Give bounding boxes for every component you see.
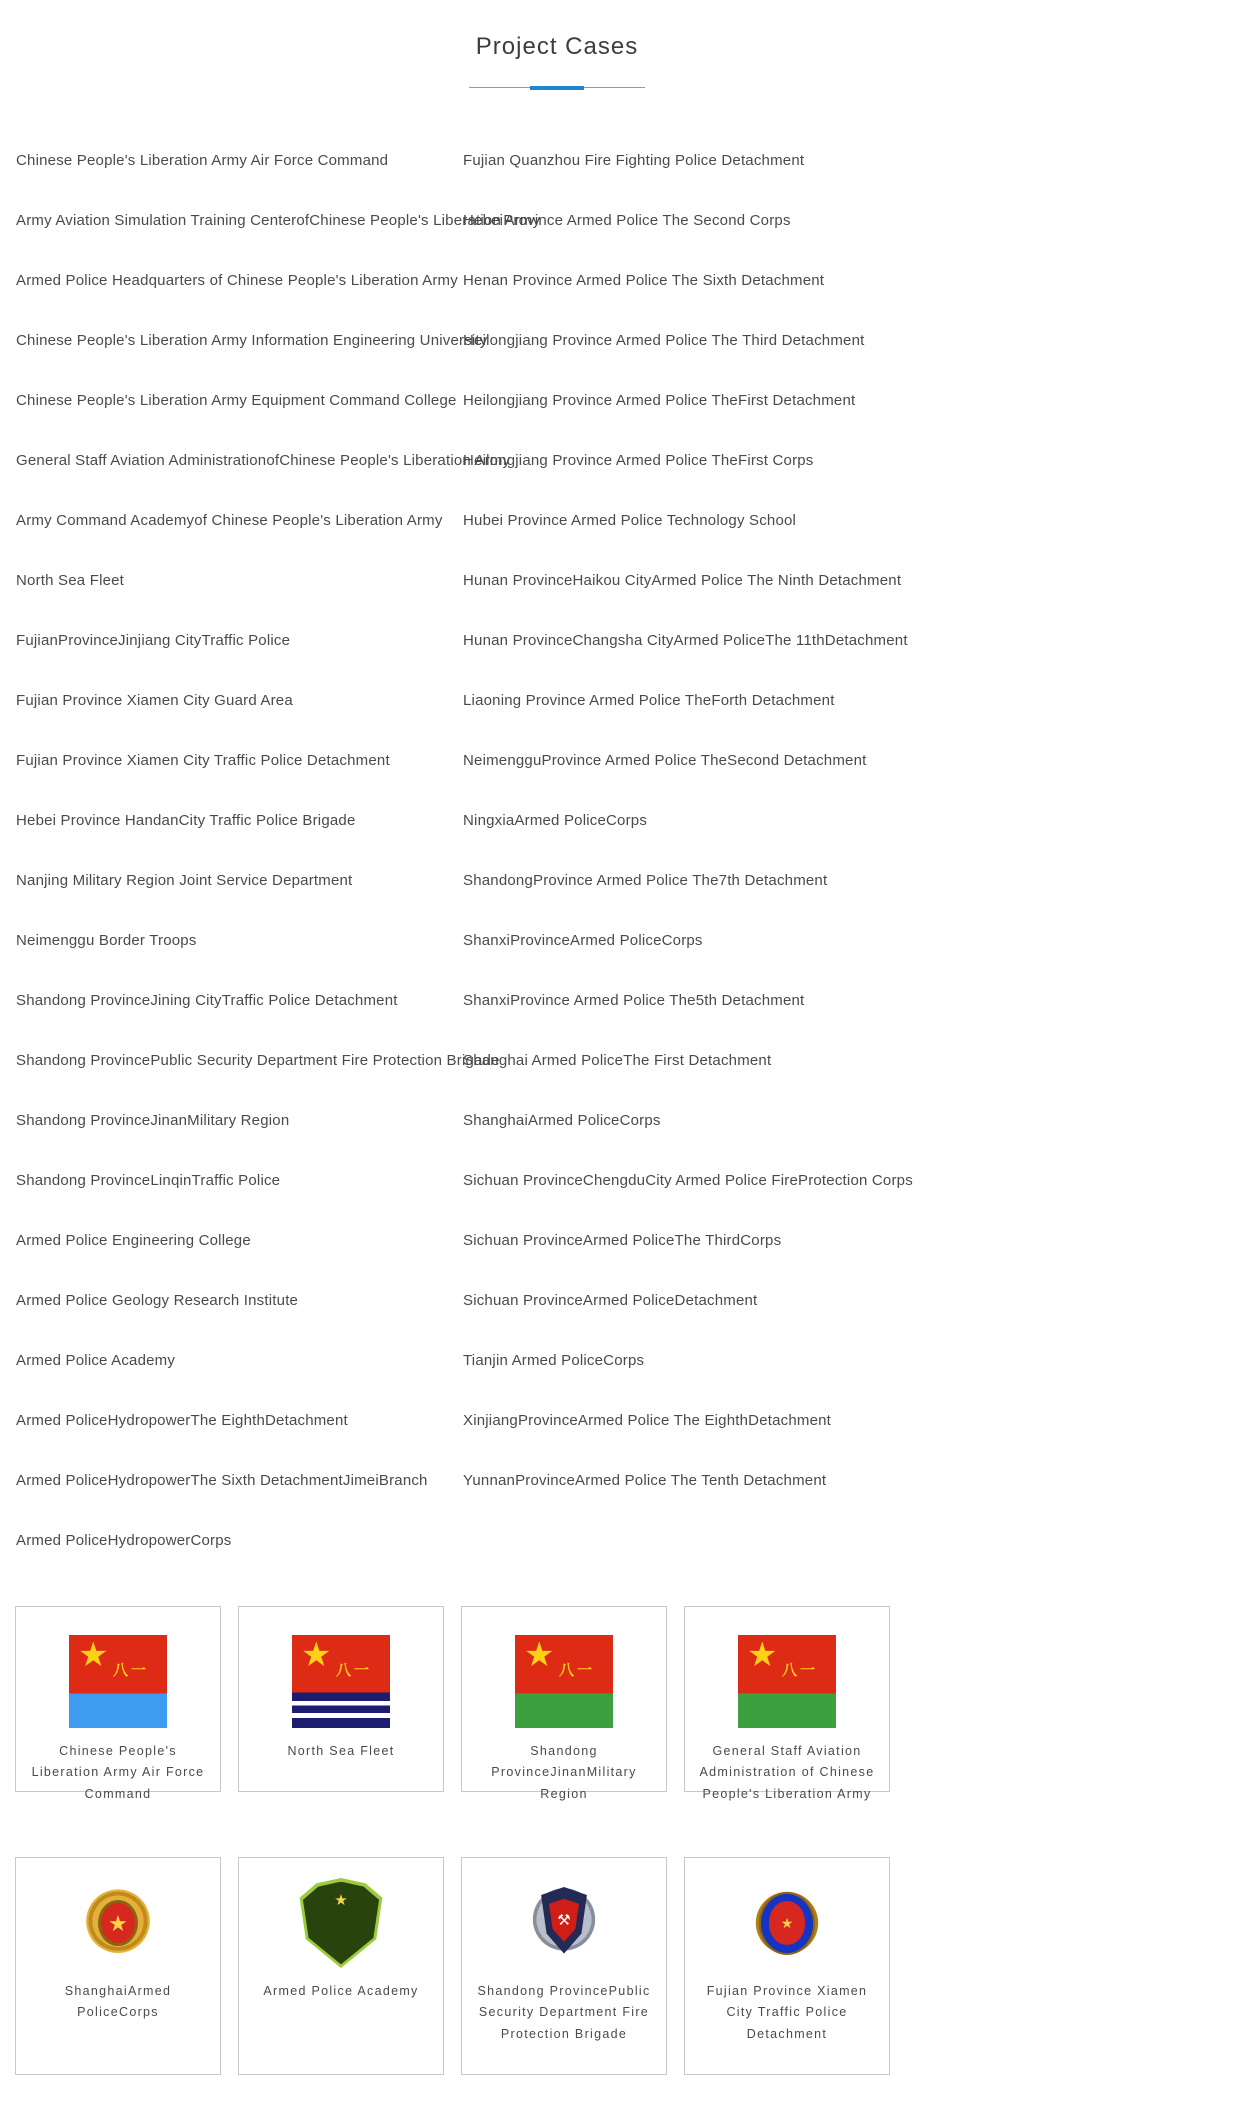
project-list-item [16, 731, 463, 791]
project-list-item [16, 611, 463, 671]
project-list-item-text: Fujian Quanzhou Fire Fighting Police Detachment [463, 152, 805, 169]
project-list-item-text: Armed Police Academy [16, 1352, 176, 1369]
case-card-row-1 [0, 1606, 1114, 1801]
project-list-item-text: Heilongjiang Province Armed Police The Third Detachment [463, 332, 865, 349]
project-list-item-text: Shandong ProvincePublic Security Department Fire Protection Brigade [16, 1052, 500, 1069]
project-list-item [16, 1391, 463, 1451]
project-list-item [16, 971, 463, 1031]
project-list-item-text: YunnanProvinceArmed Police The Tenth Detachment [463, 1472, 827, 1489]
project-list [0, 131, 1114, 1571]
project-list-item [16, 1331, 463, 1391]
project-list-item-text: Chinese People's Liberation Army Air Force Command [16, 152, 389, 169]
project-list-item [16, 191, 541, 251]
project-list-item [463, 251, 1114, 311]
project-list-item-text: Fujian Province Xiamen City Traffic Police Detachment [16, 752, 390, 769]
project-list-item [16, 371, 463, 431]
project-list-item-text: Armed PoliceHydropowerThe Sixth DetachmentJimeiBranch [16, 1472, 428, 1489]
project-list-item-text: Sichuan ProvinceChengduCity Armed Police FireProtection Corps [463, 1172, 913, 1189]
project-list-item [16, 671, 463, 731]
project-list-item [463, 431, 1114, 491]
project-list-item-text: Henan Province Armed Police The Sixth Detachment [463, 272, 825, 289]
project-list-item-text: ShanxiProvinceArmed PoliceCorps [463, 932, 703, 949]
project-list-item-text: FujianProvinceJinjiang CityTraffic Police [16, 632, 291, 649]
project-list-item [16, 1091, 463, 1151]
project-list-item-text: ShanghaiArmed PoliceCorps [463, 1112, 661, 1129]
project-list-item [463, 371, 1114, 431]
project-list-item-text: Chinese People's Liberation Army Information Engineering University [16, 332, 488, 349]
project-list-item-text: Nanjing Military Region Joint Service Department [16, 872, 353, 889]
project-list-item [16, 1511, 463, 1571]
project-list-item-text: Hubei Province Armed Police Technology School [463, 512, 797, 529]
project-list-item-text: Hunan ProvinceHaikou CityArmed Police The Ninth Detachment [463, 572, 902, 589]
project-list-item [463, 1211, 1114, 1271]
project-list-item [463, 851, 1114, 911]
project-list-item-text: Shandong ProvinceLinqinTraffic Police [16, 1172, 281, 1189]
project-list-item [463, 491, 1114, 551]
project-list-item [16, 491, 463, 551]
project-list-item-text: Shandong ProvinceJining CityTraffic Police Detachment [16, 992, 398, 1009]
project-list-item [463, 611, 1114, 671]
case-card-label: Fujian Province Xiamen City Traffic Police Detachment [706, 1984, 868, 2041]
project-list-item-text: General Staff Aviation AdministrationofChinese People's Liberation Army [16, 452, 511, 469]
case-card-label: ShanghaiArmed PoliceCorps [64, 1984, 172, 2020]
project-list-item-text: Armed PoliceHydropowerCorps [16, 1532, 232, 1549]
project-list-item-text: Fujian Province Xiamen City Guard Area [16, 692, 293, 709]
project-list-item [463, 1391, 1114, 1451]
project-list-item-text: Armed PoliceHydropowerThe EighthDetachment [16, 1412, 348, 1429]
project-list-item [16, 1451, 463, 1511]
project-list-item [463, 551, 1114, 611]
case-card[interactable] [684, 1857, 890, 2075]
academy-green-badge-icon [297, 1878, 385, 1968]
case-card[interactable] [15, 1606, 221, 1801]
project-list-item-text: Armed Police Engineering College [16, 1232, 251, 1249]
case-card-label: Shandong ProvinceJinanMilitary Region [491, 1744, 637, 1801]
project-list-item-text: NingxiaArmed PoliceCorps [463, 812, 648, 829]
project-list-item [16, 1271, 463, 1331]
title-underline [469, 85, 645, 91]
project-list-item-text: Chinese People's Liberation Army Equipment Command College [16, 392, 457, 409]
case-card-row-2 [0, 1857, 1114, 2075]
project-list-item-text: Heilongjiang Province Armed Police TheFirst Detachment [463, 392, 856, 409]
project-list-item-text: Tianjin Armed PoliceCorps [463, 1352, 645, 1369]
project-list-item-text: Shanghai Armed PoliceThe First Detachment [463, 1052, 772, 1069]
project-list-item [463, 1271, 1114, 1331]
project-list-item [463, 1091, 1114, 1151]
project-list-item-text: Heilongjiang Province Armed Police TheFirst Corps [463, 452, 814, 469]
case-card[interactable] [238, 1606, 444, 1792]
project-list-item [463, 1031, 1114, 1091]
project-list-item-text: NeimengguProvince Armed Police TheSecond Detachment [463, 752, 867, 769]
title-underline-accent [530, 86, 584, 90]
case-card[interactable] [461, 1606, 667, 1801]
project-list-item-text: Liaoning Province Armed Police TheForth Detachment [463, 692, 835, 709]
project-list-item [16, 1211, 463, 1271]
case-card[interactable] [684, 1606, 890, 1801]
project-list-item [16, 251, 463, 311]
fire-silver-badge-icon [520, 1878, 608, 1968]
case-card[interactable] [461, 1857, 667, 2075]
project-list-item [16, 131, 463, 191]
project-list-item [16, 311, 488, 371]
project-list-item-text: Sichuan ProvinceArmed PoliceThe ThirdCorps [463, 1232, 782, 1249]
project-list-item-text: Hebei Province HandanCity Traffic Police Brigade [16, 812, 356, 829]
project-list-item [16, 1151, 463, 1211]
project-list-item [463, 311, 1114, 371]
pla-navy-flag-icon [292, 1635, 390, 1728]
project-list-item-text: ShandongProvince Armed Police The7th Detachment [463, 872, 828, 889]
page-title: Project Cases [475, 33, 639, 60]
project-list-item-text: Neimenggu Border Troops [16, 932, 197, 949]
project-list-item-text: Shandong ProvinceJinanMilitary Region [16, 1112, 290, 1129]
project-list-item [463, 191, 1114, 251]
case-card[interactable] [238, 1857, 444, 2075]
project-list-item [463, 131, 1114, 191]
case-card[interactable] [15, 1857, 221, 2075]
project-list-item [463, 671, 1114, 731]
project-list-item-text: ShanxiProvince Armed Police The5th Detachment [463, 992, 805, 1009]
project-list-item [16, 431, 511, 491]
project-list-item [16, 851, 463, 911]
project-list-item-text: HebeiProvince Armed Police The Second Corps [463, 212, 791, 229]
project-list-item [463, 971, 1114, 1031]
project-list-item [16, 1031, 500, 1091]
project-list-item [16, 911, 463, 971]
project-list-item [463, 911, 1114, 971]
project-list-item [463, 731, 1114, 791]
traffic-police-gold-badge-icon [743, 1878, 831, 1968]
armed-police-gold-badge-icon [74, 1878, 162, 1968]
case-card-label: Chinese People's Liberation Army Air Force Command [31, 1744, 205, 1801]
project-list-item [463, 1451, 1114, 1511]
project-list-item-text: Sichuan ProvinceArmed PoliceDetachment [463, 1292, 758, 1309]
pla-air-force-flag-icon [69, 1635, 167, 1728]
project-list-item-text: Armed Police Headquarters of Chinese People's Liberation Army [16, 272, 458, 289]
project-list-item-text: Armed Police Geology Research Institute [16, 1292, 299, 1309]
project-list-item [463, 1151, 1114, 1211]
project-list-item-text: Army Aviation Simulation Training CenterofChinese People's Liberation Army [16, 212, 541, 229]
pla-army-flag-icon [515, 1635, 613, 1728]
project-list-item-text: North Sea Fleet [16, 572, 125, 589]
case-card-label: Armed Police Academy [263, 1984, 419, 1998]
project-list-item-text: Hunan ProvinceChangsha CityArmed PoliceThe 11thDetachment [463, 632, 908, 649]
case-card-label: General Staff Aviation Administration of Chinese People's Liberation Army [699, 1744, 875, 1801]
case-card-label: Shandong ProvincePublic Security Department Fire Protection Brigade [477, 1984, 651, 2041]
pla-army-flag-icon [738, 1635, 836, 1728]
project-list-item [463, 1511, 1114, 1571]
project-list-item [463, 791, 1114, 851]
project-list-item [463, 1331, 1114, 1391]
case-card-label: North Sea Fleet [287, 1744, 395, 1758]
project-list-item-text: Army Command Academyof Chinese People's Liberation Army [16, 512, 443, 529]
project-list-item [16, 551, 463, 611]
project-list-item [16, 791, 463, 851]
project-list-item-text: XinjiangProvinceArmed Police The EighthDetachment [463, 1412, 832, 1429]
